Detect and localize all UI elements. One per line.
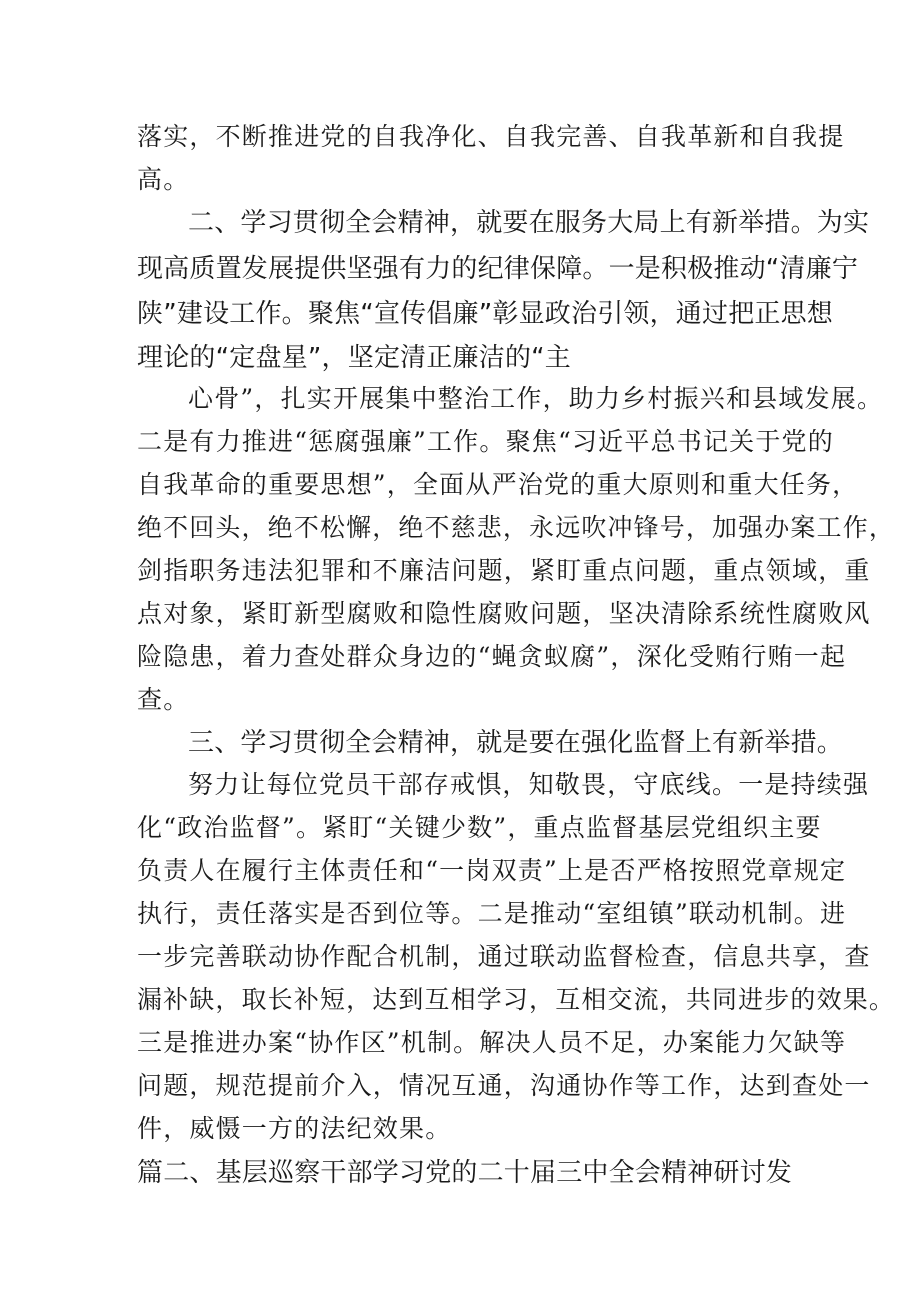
body-text-line: 绝不回头，绝不松懈，绝不慈悲，永远吹冲锋号，加强办案工作， — [137, 513, 895, 542]
section-heading-line: 现高质置发展提供坚强有力的纪律保障。一是积极推动“清廉宁 — [137, 254, 859, 284]
body-text-line: 负责人在履行主体责任和“一岗双责”上是否严格按照党章规定 — [137, 856, 847, 885]
body-text-line: 漏补缺，取长补短，达到互相学习，互相交流，共同进步的效果。 — [137, 985, 895, 1014]
body-text-line: 险隐患，着力查处群众身边的“蝇贪蚁腐”，深化受贿行贿一起 — [137, 642, 847, 671]
body-text-line: 努力让每位党员干部存戒惧，知敬畏，守底线。一是持续强 — [188, 770, 870, 799]
body-text-line: 一步完善联动协作配合机制，通过联动监督检查，信息共享，查 — [137, 942, 871, 971]
body-text-line: 二是有力推进“惩腐强廉”工作。聚焦“习近平总书记关于党的 — [137, 427, 834, 456]
body-text-line: 心骨”，扎实开展集中整治工作，助力乡村振兴和县域发展。 — [188, 384, 884, 413]
body-text-line: 件，威慑一方的法纪效果。 — [137, 1114, 452, 1143]
section-heading-line: 三、学习贯彻全会精神，就是要在强化监督上有新举措。 — [188, 728, 844, 758]
body-text-line: 点对象，紧盯新型腐败和隐性腐败问题，坚决清除系统性腐败风 — [137, 599, 871, 628]
body-text-line: 落实，不断推进党的自我净化、自我完善、自我革新和自我提 — [137, 122, 845, 151]
body-text-line: 问题，规范提前介入，情况互通，沟通协作等工作，达到查处一 — [137, 1071, 871, 1100]
section-heading-line: 二、学习贯彻全会精神，就要在服务大局上有新举措。为实 — [188, 208, 870, 238]
body-text-line: 自我革命的重要思想”，全面从严治党的重大原则和重大任务， — [137, 470, 859, 499]
article-title-line: 篇二、基层巡察干部学习党的二十届三中全会精神研讨发 — [137, 1158, 793, 1188]
body-text-line: 高。 — [137, 165, 190, 194]
body-text-line: 化“政治监督”。紧盯“关键少数”，重点监督基层党组织主要 — [137, 813, 822, 842]
section-heading-line: 理论的“定盘星”，坚定清正廉洁的“主 — [137, 343, 572, 373]
section-heading-line: 陕”建设工作。聚焦“宣传倡廉”彰显政治引领，通过把正思想 — [137, 299, 834, 329]
body-text-line: 执行，责任落实是否到位等。二是推动“室组镇”联动机制。进 — [137, 899, 847, 928]
body-text-line: 查。 — [137, 685, 190, 714]
body-text-line: 三是推进办案“协作区”机制。解决人员不足，办案能力欠缺等 — [137, 1028, 847, 1057]
body-text-line: 剑指职务违法犯罪和不廉洁问题，紧盯重点问题，重点领域，重 — [137, 556, 871, 585]
